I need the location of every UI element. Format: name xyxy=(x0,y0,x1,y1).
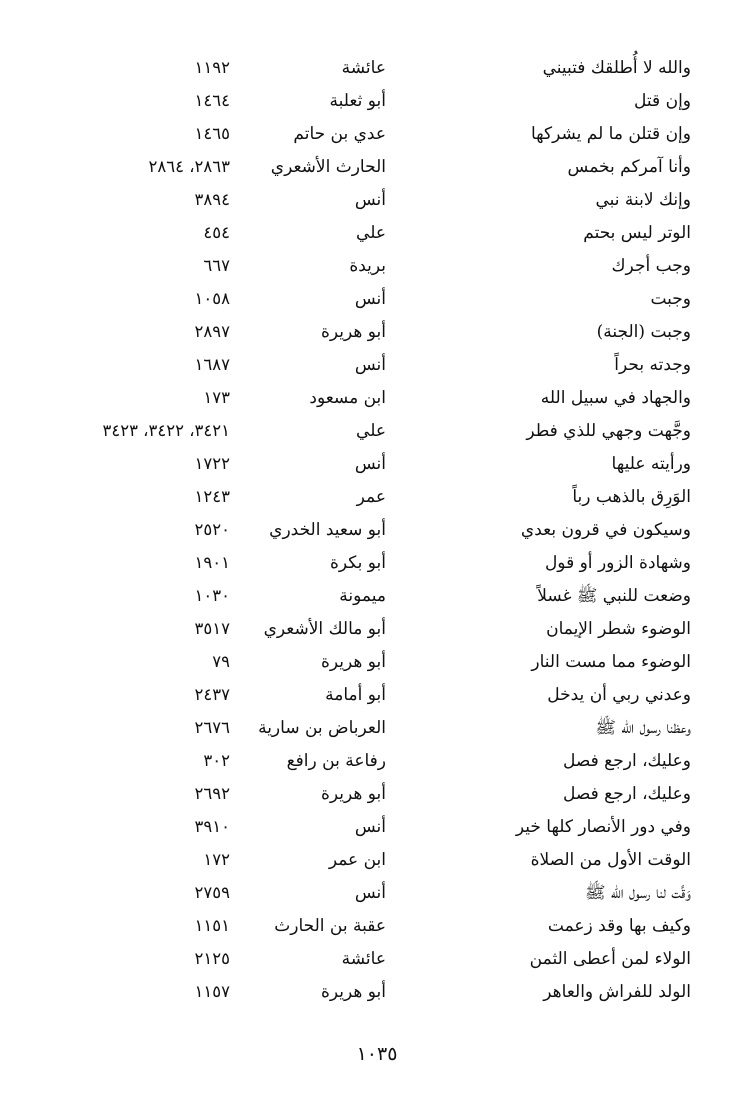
narrator-name: العرباض بن سارية xyxy=(258,718,386,738)
hadith-text: وعدني ربي أن يدخل xyxy=(547,685,691,705)
hadith-text: وعليك، ارجع فصل xyxy=(563,784,691,804)
narrator-name: أبو مالك الأشعري xyxy=(263,619,386,639)
hadith-text: والجهاد في سبيل الله xyxy=(540,388,691,408)
hadith-number: ٣٨٩٤ xyxy=(194,190,230,209)
hadith-number: ١١٥١ xyxy=(194,916,230,935)
narrator-name: عقبة بن الحارث xyxy=(274,916,386,936)
hadith-text: وإنك لابنة نبي xyxy=(595,190,691,210)
narrator-name: ابن مسعود xyxy=(309,388,386,408)
hadith-number: ١٠٣٠ xyxy=(194,586,230,605)
narrator-name: أنس xyxy=(354,289,386,309)
index-row xyxy=(0,713,754,746)
hadith-text: وإن قتلن ما لم يشركها xyxy=(530,124,691,144)
hadith-text: وجَّهت وجهي للذي فطر xyxy=(526,421,691,441)
index-row xyxy=(0,218,754,251)
narrator-name: أنس xyxy=(354,454,386,474)
narrator-name: أبو هريرة xyxy=(320,322,386,342)
index-row xyxy=(0,86,754,119)
hadith-text: وَقَّت لنا رسول الله ﷺ xyxy=(584,883,691,903)
hadith-text: وإن قتل xyxy=(634,91,691,111)
narrator-name: علي xyxy=(356,223,386,243)
page-number: ١٠٣٥ xyxy=(356,1043,398,1065)
index-row xyxy=(0,185,754,218)
narrator-name: أبو هريرة xyxy=(320,784,386,804)
index-row xyxy=(0,977,754,1010)
hadith-number: ١٦٨٧ xyxy=(194,355,230,374)
narrator-name: ابن عمر xyxy=(328,850,386,870)
narrator-name: عدي بن حاتم xyxy=(293,124,386,144)
hadith-number: ٣٠٢ xyxy=(203,751,230,770)
hadith-text: وجدته بحراً xyxy=(614,355,691,375)
hadith-text: وسيكون في قرون بعدي xyxy=(520,520,691,540)
hadith-number: ١١٩٢ xyxy=(194,58,230,77)
index-row xyxy=(0,680,754,713)
index-row xyxy=(0,482,754,515)
hadith-text: الولاء لمن أعطى الثمن xyxy=(529,949,691,969)
hadith-number: ٢٧٥٩ xyxy=(194,883,230,902)
hadith-number: ٣٤٢١، ٣٤٢٢، ٣٤٢٣ xyxy=(102,421,230,440)
hadith-number: ١٧٢ xyxy=(203,850,230,869)
hadith-text: وفي دور الأنصار كلها خير xyxy=(515,817,691,837)
narrator-name: عائشة xyxy=(341,949,386,969)
narrator-name: بريدة xyxy=(349,256,386,276)
hadith-number: ١٧٢٢ xyxy=(194,454,230,473)
hadith-text: الوَرِق بالذهب رباً xyxy=(572,487,691,507)
index-row xyxy=(0,251,754,284)
index-row xyxy=(0,152,754,185)
hadith-number: ١٩٠١ xyxy=(194,553,230,572)
narrator-name: عمر xyxy=(356,487,386,507)
hadith-number: ١١٥٧ xyxy=(194,982,230,1001)
hadith-number: ٤٥٤ xyxy=(203,223,230,242)
narrator-name: أبو سعيد الخدري xyxy=(269,520,386,540)
hadith-number: ١٧٣ xyxy=(203,388,230,407)
hadith-number: ٢١٢٥ xyxy=(194,949,230,968)
hadith-text: وجب أجرك xyxy=(611,256,691,276)
hadith-text: الوقت الأول من الصلاة xyxy=(530,850,691,870)
index-row xyxy=(0,515,754,548)
hadith-text: وكيف بها وقد زعمت xyxy=(547,916,691,936)
hadith-number: ١٤٦٤ xyxy=(194,91,230,110)
index-row xyxy=(0,53,754,86)
hadith-text: والله لا أُطلقك فتبيني xyxy=(542,58,691,78)
hadith-number: ٧٩ xyxy=(212,652,230,671)
index-row xyxy=(0,383,754,416)
index-row xyxy=(0,944,754,977)
index-row xyxy=(0,449,754,482)
narrator-name: رفاعة بن رافع xyxy=(286,751,386,771)
hadith-text: وضعت للنبي ﷺ غسلاً xyxy=(537,586,691,606)
hadith-text: الوضوء شطر الإيمان xyxy=(546,619,691,639)
index-row xyxy=(0,845,754,878)
narrator-name: أبو هريرة xyxy=(320,652,386,672)
narrator-name: أنس xyxy=(354,817,386,837)
hadith-number: ١٠٥٨ xyxy=(194,289,230,308)
index-row xyxy=(0,647,754,680)
index-row xyxy=(0,416,754,449)
index-row xyxy=(0,581,754,614)
narrator-name: الحارث الأشعري xyxy=(270,157,386,177)
hadith-text: الولد للفراش والعاهر xyxy=(543,982,691,1002)
index-row xyxy=(0,317,754,350)
index-row xyxy=(0,119,754,152)
hadith-text: وشهادة الزور أو قول xyxy=(544,553,691,573)
hadith-number: ٦٦٧ xyxy=(203,256,230,275)
hadith-number: ٢٥٢٠ xyxy=(194,520,230,539)
hadith-text: وعظنا رسول الله ﷺ xyxy=(595,718,691,738)
narrator-name: عائشة xyxy=(341,58,386,78)
hadith-text: الوضوء مما مست النار xyxy=(531,652,691,672)
hadith-number: ٣٩١٠ xyxy=(194,817,230,836)
index-row xyxy=(0,284,754,317)
index-row xyxy=(0,548,754,581)
hadith-number: ٢٨٦٣، ٢٨٦٤ xyxy=(148,157,230,176)
index-row xyxy=(0,614,754,647)
narrator-name: أبو أمامة xyxy=(325,685,386,705)
hadith-index-list xyxy=(0,53,754,1010)
hadith-number: ٢٦٧٦ xyxy=(194,718,230,737)
hadith-number: ٢٨٩٧ xyxy=(194,322,230,341)
hadith-number: ٢٦٩٢ xyxy=(194,784,230,803)
hadith-text: الوتر ليس بحتم xyxy=(583,223,691,243)
narrator-name: أنس xyxy=(354,355,386,375)
hadith-text: وأنا آمركم بخمس xyxy=(567,157,691,177)
hadith-text: ورأيته عليها xyxy=(611,454,691,474)
narrator-name: أبو هريرة xyxy=(320,982,386,1002)
index-row xyxy=(0,911,754,944)
hadith-number: ٢٤٣٧ xyxy=(194,685,230,704)
index-row xyxy=(0,779,754,812)
index-row xyxy=(0,812,754,845)
index-row xyxy=(0,350,754,383)
hadith-number: ٣٥١٧ xyxy=(194,619,230,638)
index-row xyxy=(0,746,754,779)
narrator-name: أنس xyxy=(354,190,386,210)
hadith-text: وعليك، ارجع فصل xyxy=(563,751,691,771)
hadith-number: ١٢٤٣ xyxy=(194,487,230,506)
narrator-name: أنس xyxy=(354,883,386,903)
narrator-name: أبو بكرة xyxy=(329,553,386,573)
narrator-name: علي xyxy=(356,421,386,441)
hadith-text: وجبت (الجنة) xyxy=(596,322,691,342)
narrator-name: أبو ثعلبة xyxy=(329,91,386,111)
hadith-text: وجبت xyxy=(650,289,691,309)
hadith-number: ١٤٦٥ xyxy=(194,124,230,143)
index-row xyxy=(0,878,754,911)
narrator-name: ميمونة xyxy=(339,586,386,606)
